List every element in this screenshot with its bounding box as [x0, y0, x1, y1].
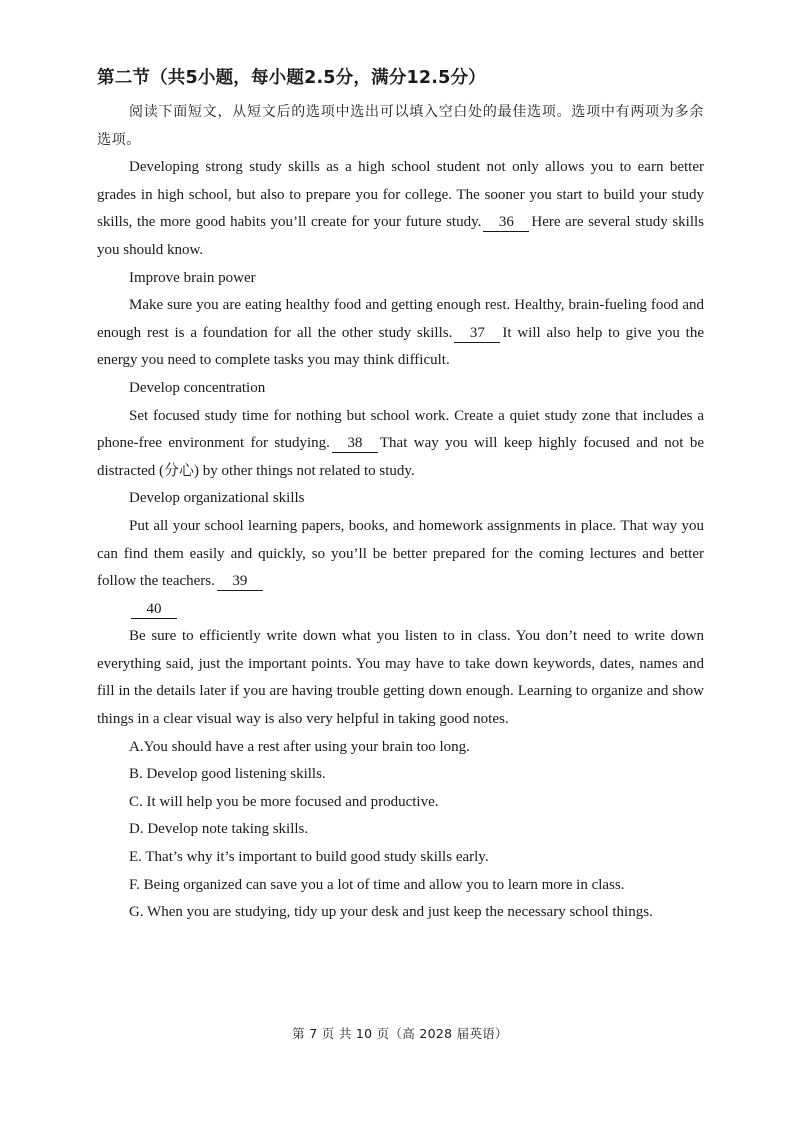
blank-37: 37 — [454, 325, 500, 343]
heading-develop-concentration: Develop concentration — [129, 379, 266, 396]
paragraph-2-text-after: It will also help to give you the energy you need to complete tasks you may think difficult. — [97, 324, 704, 369]
paragraph-4 — [97, 513, 704, 596]
paragraph-1 — [97, 154, 704, 264]
paragraph-3-text-after: That way you will keep highly focused and not be distracted (分心) by other things not related to study. — [97, 435, 704, 479]
paragraph-4-text: Put all your school learning papers, books, and homework assignments in place. That way you can find them easily and quickly, so you’ll be better prepared for the coming lectures and better follow the teachers. — [97, 517, 704, 590]
option-e: E. That’s why it’s important to build good study skills early. — [129, 849, 489, 866]
passage — [97, 99, 704, 927]
paragraph-1-text-before: Developing strong study skills as a high school student not only allows you to earn better grades in high school, but also to prepare you for college. The sooner you start to build your study skills, the more good habits you’ll create for your future study. — [97, 159, 704, 231]
page-footer: 第 7 页 共 10 页（高 2028 届英语） — [292, 1026, 508, 1041]
option-f: F. Being organized can save you a lot of time and allow you to learn more in class. — [129, 876, 625, 893]
blank-36: 36 — [483, 214, 529, 232]
heading-improve-brain-power: Improve brain power — [129, 269, 256, 286]
paragraph-1-text-after: Here are several study skills you should know. — [97, 214, 705, 258]
blank-40: 40 — [131, 601, 177, 619]
option-a: A.You should have a rest after using your brain too long. — [129, 738, 470, 755]
paragraph-2 — [97, 292, 704, 375]
option-c: C. It will help you be more focused and productive. — [129, 793, 439, 810]
blank-38: 38 — [332, 435, 378, 453]
section-title: 第二节（共5小题，每小题2.5分，满分12.5分） — [97, 68, 486, 88]
paragraph-2-text-before: Make sure you are eating healthy food and getting enough rest. Healthy, brain-fueling food and enough rest is a foundation for all the other study skills. — [97, 297, 704, 341]
paragraph-3 — [97, 403, 704, 486]
paragraph-3-text-before: Set focused study time for nothing but school work. Create a quiet study zone that includes a phone-free environment for studying. — [97, 407, 704, 452]
option-d: D. Develop note taking skills. — [129, 821, 309, 838]
instructions: 阅读下面短文，从短文后的选项中选出可以填入空白处的最佳选项。选项中有两项为多余选项。 — [97, 104, 704, 148]
blank-39: 39 — [217, 573, 263, 591]
heading-develop-organizational-skills: Develop organizational skills — [129, 490, 305, 507]
paragraph-5: Be sure to efficiently write down what you listen to in class. You don’t need to write down everything said, just the important points. You may have to take down keywords, dates, names and fill in the details later if you are having trouble getting down enough. Learning to organize and show things in a clear visual way is also very helpful in taking good notes. — [97, 628, 704, 728]
heading-blank-40-line — [97, 596, 704, 624]
option-g: G. When you are studying, tidy up your desk and just keep the necessary school things. — [129, 904, 653, 921]
option-b: B. Develop good listening skills. — [129, 766, 326, 783]
